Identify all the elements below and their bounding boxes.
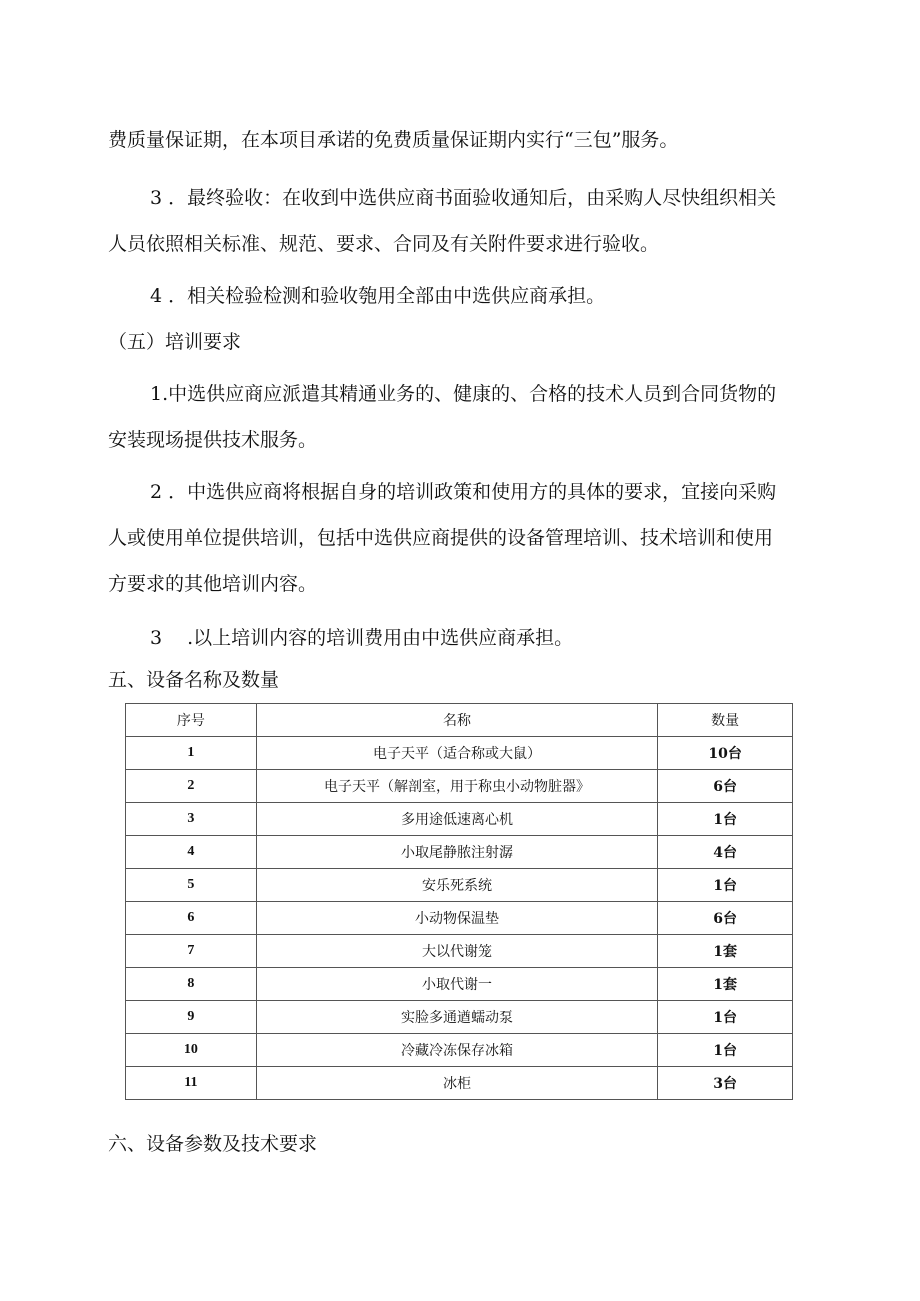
header-name: 名称 [256, 704, 657, 737]
row-name: 电子天平（解剖室，用于称虫小动物脏器》 [256, 770, 657, 803]
paragraph-line: 4 ．相关检验检测和验收匏用全部由中选供应商承担。 [150, 285, 606, 307]
row-index: 1 [126, 737, 257, 770]
paragraph-line: 3 ．最终验收：在收到中选供应商书面验收通知后，由采购人尽快组织相关 [150, 187, 777, 209]
paragraph-line: 费质量保证期，在本项目承诺的免费质量保证期内实行“三包”服务。 [108, 129, 679, 151]
row-quantity: 1台 [658, 803, 793, 836]
equipment-table [125, 703, 793, 1100]
row-name: 冷藏冷冻保存冰箱 [256, 1034, 657, 1067]
table-row [126, 869, 793, 902]
table-row [126, 1034, 793, 1067]
row-index: 9 [126, 1001, 257, 1034]
table-row [126, 803, 793, 836]
row-index: 6 [126, 902, 257, 935]
row-quantity: 1套 [658, 968, 793, 1001]
row-quantity: 6台 [658, 902, 793, 935]
row-index: 3 [126, 803, 257, 836]
table-row [126, 902, 793, 935]
paragraph-line: 2 ．中选供应商将根据自身的培训政策和使用方的具体的要求，宜接向采购 [150, 481, 777, 503]
subsection-heading: （五）培训要求 [108, 331, 242, 353]
table-row [126, 968, 793, 1001]
row-index: 7 [126, 935, 257, 968]
header-index: 序号 [126, 704, 257, 737]
row-index: 4 [126, 836, 257, 869]
row-index: 8 [126, 968, 257, 1001]
row-quantity: 1台 [658, 869, 793, 902]
section-title: 六、设备参数及技术要求 [108, 1133, 318, 1155]
paragraph-line: 人或使用单位提供培训，包括中选供应商提供的设备管理培训、技术培训和使用 [108, 527, 774, 549]
table-row [126, 836, 793, 869]
table-row [126, 935, 793, 968]
row-quantity: 6台 [658, 770, 793, 803]
row-index: 11 [126, 1067, 257, 1100]
table-row [126, 770, 793, 803]
table-row [126, 1067, 793, 1100]
row-name: 小取代谢一 [256, 968, 657, 1001]
table-row [126, 1001, 793, 1034]
row-quantity: 10台 [658, 737, 793, 770]
table-row [126, 737, 793, 770]
row-index: 5 [126, 869, 257, 902]
row-name: 大以代谢笼 [256, 935, 657, 968]
row-quantity: 1套 [658, 935, 793, 968]
row-index: 10 [126, 1034, 257, 1067]
paragraph-line: 人员依照相关标准、规范、要求、合同及有关附件要求进行验收。 [108, 233, 660, 255]
row-quantity: 1台 [658, 1034, 793, 1067]
section-title: 五、设备名称及数量 [108, 669, 280, 691]
row-quantity: 1台 [658, 1001, 793, 1034]
row-name: 安乐死系统 [256, 869, 657, 902]
table-header-row [126, 704, 793, 737]
row-quantity: 3台 [658, 1067, 793, 1100]
row-name: 多用途低速离心机 [256, 803, 657, 836]
row-name: 电子天平（适合称或大鼠） [256, 737, 657, 770]
row-quantity: 4台 [658, 836, 793, 869]
row-name: 冰柜 [256, 1067, 657, 1100]
paragraph-line: 方要求的其他培训内容。 [108, 573, 318, 595]
header-quantity: 数量 [658, 704, 793, 737]
row-name: 小动物保温垫 [256, 902, 657, 935]
row-name: 小取尾静脓注射潺 [256, 836, 657, 869]
paragraph-line: 3 .以上培训内容的培训费用由中选供应商承担。 [150, 627, 574, 649]
paragraph-line: 安装现场提供技术服务。 [108, 429, 318, 451]
row-name: 实脸多通遒蠕动泵 [256, 1001, 657, 1034]
paragraph-line: 1.中选供应商应派遣其精通业务的、健康的、合格的技术人员到合同货物的 [150, 383, 777, 405]
row-index: 2 [126, 770, 257, 803]
